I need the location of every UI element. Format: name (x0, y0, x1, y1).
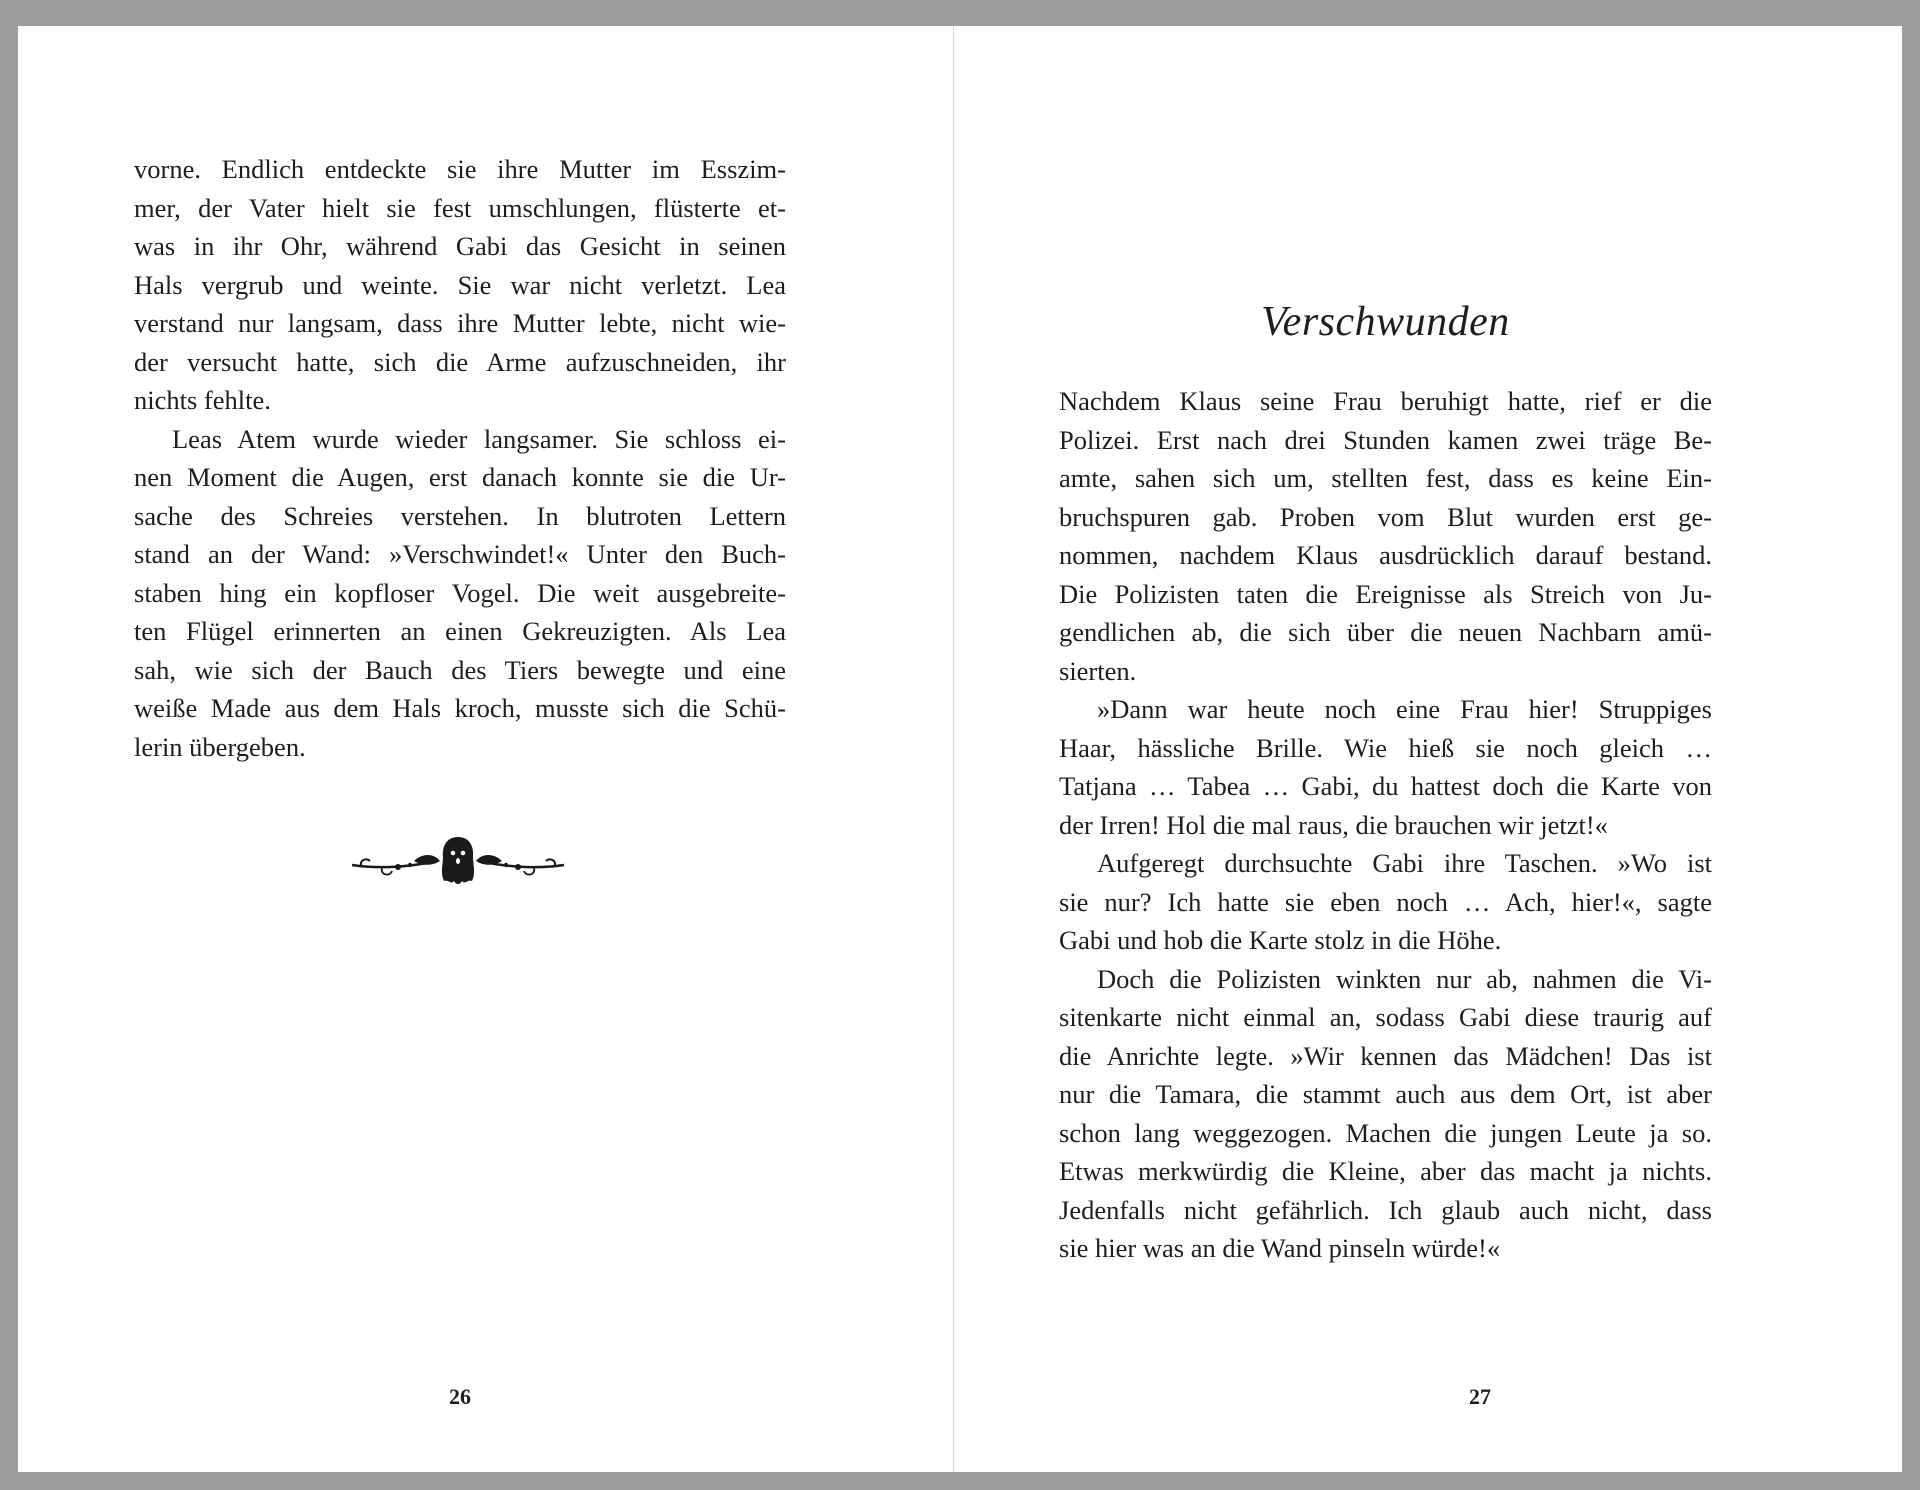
text-line: Haar, hässliche Brille. Wie hieß sie noch gleich … (1059, 732, 1712, 763)
text-line: mer, der Vater hielt sie fest umschlungen, flüsterte et- (134, 192, 786, 223)
text-line: lerin übergeben. (134, 731, 306, 762)
text-line: Jedenfalls nicht gefährlich. Ich glaub auch nicht, dass (1059, 1194, 1712, 1225)
text-line: Gabi und hob die Karte stolz in die Höhe. (1059, 925, 1502, 955)
text-line: nommen, nachdem Klaus ausdrücklich darauf bestand. (1059, 540, 1712, 570)
text-line: gendlichen ab, die sich über die neuen Nachbarn amü- (1059, 617, 1712, 647)
text-line: sitenkarte nicht einmal an, sodass Gabi diese traurig auf (1059, 1002, 1712, 1032)
text-line: Doch die Polizisten winkten nur ab, nahmen die Vi- (1097, 963, 1712, 994)
text-line: der versucht hatte, sich die Arme aufzuschneiden, ihr (134, 346, 786, 377)
text-line: der Irren! Hol die mal raus, die brauchen wir jetzt!« (1059, 809, 1608, 840)
ghost-ornament-icon (348, 831, 568, 891)
left-page-text (134, 150, 786, 766)
text-line: nen Moment die Augen, erst danach konnte sie die Ur- (134, 462, 786, 492)
text-line: ten Flügel erinnerten an einen Gekreuzigten. Als Lea (134, 616, 786, 646)
chapter-title: Verschwunden (1261, 299, 1510, 345)
right-page (954, 26, 1902, 1472)
text-line: Die Polizisten taten die Ereignisse als Streich von Ju- (1059, 578, 1712, 609)
text-line: Aufgeregt durchsuchte Gabi ihre Taschen. »Wo ist (1097, 848, 1712, 878)
text-line: verstand nur langsam, dass ihre Mutter lebte, nicht wie- (134, 308, 786, 338)
text-line: Etwas merkwürdig die Kleine, aber das macht ja nichts. (1059, 1156, 1712, 1186)
text-line: Leas Atem wurde wieder langsamer. Sie schloss ei- (172, 423, 786, 454)
text-line: die Anrichte legte. »Wir kennen das Mädchen! Das ist (1059, 1040, 1712, 1071)
left-page (18, 26, 953, 1472)
text-line: vorne. Endlich entdeckte sie ihre Mutter im Esszim- (134, 154, 786, 184)
text-line: was in ihr Ohr, während Gabi das Gesicht in seinen (134, 231, 786, 261)
text-line: amte, sahen sich um, stellten fest, dass es keine Ein- (1059, 463, 1712, 493)
text-line: sie hier was an die Wand pinseln würde!« (1059, 1233, 1501, 1263)
right-page-text (1059, 382, 1712, 1268)
text-line: Nachdem Klaus seine Frau beruhigt hatte, rief er die (1059, 386, 1712, 416)
text-line: Polizei. Erst nach drei Stunden kamen zwei träge Be- (1059, 424, 1712, 455)
text-line: schon lang weggezogen. Machen die jungen Leute ja so. (1059, 1117, 1712, 1148)
text-line: staben hing ein kopfloser Vogel. Die weit ausgebreite- (134, 577, 786, 608)
text-line: nichts fehlte. (134, 385, 271, 415)
text-line: sierten. (1059, 655, 1137, 686)
text-line: Tatjana … Tabea … Gabi, du hattest doch die Karte von (1059, 771, 1712, 801)
text-line: stand an der Wand: »Verschwindet!« Unter den Buch- (134, 539, 786, 569)
text-line: nur die Tamara, die stammt auch aus dem Ort, ist aber (1059, 1079, 1712, 1109)
page-number-left: 26 (449, 1384, 471, 1409)
text-line: Hals vergrub und weinte. Sie war nicht verletzt. Lea (134, 269, 786, 300)
text-line: sache des Schreies verstehen. In blutroten Lettern (134, 500, 786, 531)
text-line: sie nur? Ich hatte sie eben noch … Ach, hier!«, sagte (1059, 886, 1712, 917)
text-line: »Dann war heute noch eine Frau hier! Struppiges (1097, 694, 1712, 724)
text-line: sah, wie sich der Bauch des Tiers bewegte und eine (134, 654, 786, 685)
page-number-right: 27 (1469, 1384, 1491, 1409)
text-line: bruchspuren gab. Proben vom Blut wurden erst ge- (1059, 501, 1712, 532)
book-spread (18, 26, 1902, 1472)
text-line: weiße Made aus dem Hals kroch, musste sich die Schü- (134, 693, 786, 723)
